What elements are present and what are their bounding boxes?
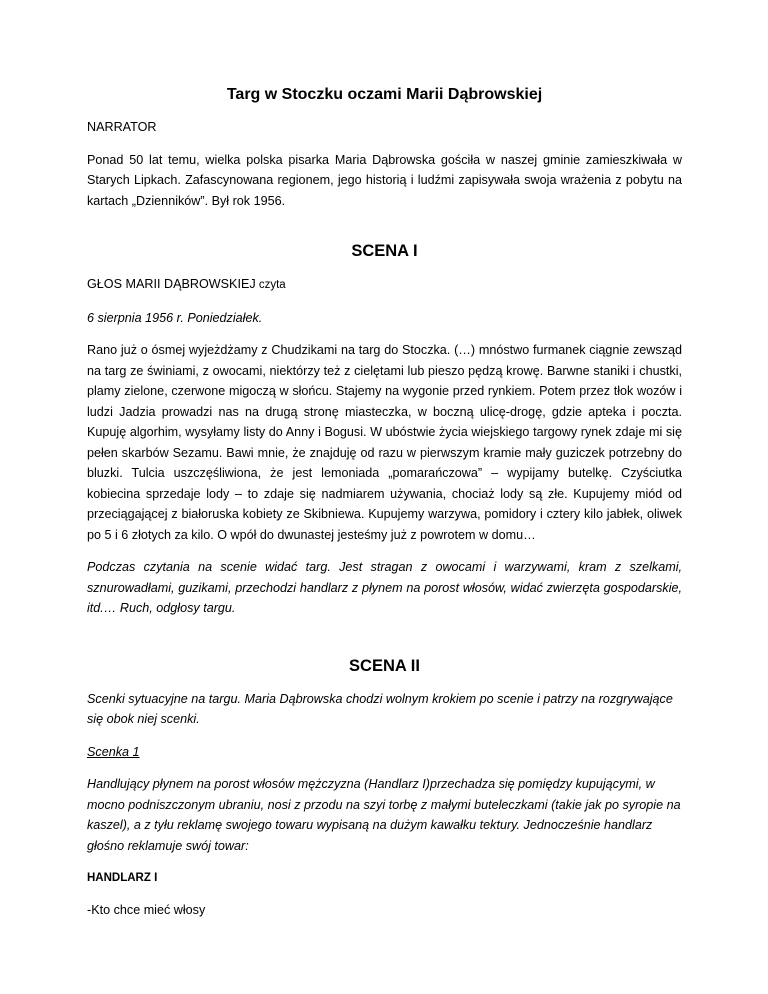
scenka-1-label: Scenka 1: [87, 744, 140, 759]
scenka-1-description: Handlujący płynem na porost włosów mężczyzna (Handlarz I)przechadza się pomiędzy kupującymi, w mocno podniszczonym ubraniu, nosi z przodu na szyi torbę z małymi buteleczkami (takie jak po syropie na kaszel), a z tyłu reklamę swojego towaru wypisaną na dużym kawałku tektury. Jednocześnie handlarz głośno reklamuje swój towar:: [87, 777, 681, 853]
scene-2-description: Scenki sytuacyjne na targu. Maria Dąbrowska chodzi wolnym krokiem po scenie i patrzy na rozgrywające się obok niej scenki.: [87, 691, 673, 726]
voice-label-suffix: czyta: [255, 279, 286, 291]
voice-label: [87, 274, 682, 296]
stage-direction: Podczas czytania na scenie widać targ. Jest stragan z owocami i warzywami, kram z szelkami, sznurowadłami, guzikami, przechodzi handlarz z płynem na porost włosów, widać zwierzęta gospodarskie, itd.… Ruch, odgłosy targu.: [87, 560, 682, 615]
diary-paragraph: Rano już o ósmej wyjeżdżamy z Chudzikami na targ do Stoczka. (…) mnóstwo furmanek ciągnie zewsząd na targ ze świniami, z owocami, niektórzy też z cielętami lub pieszo pędzą krowę. Barwne staniki i chustki, plamy zielone, czerwone migoczą w słońcu. Stajemy na wygonie przed rynkiem. Potem przez tłok wozów i ludzi Jadzia prowadzi nas na drugą stronę miasteczka, w boczną ulicę-drogę, gdzie apteka i poczta. Kupuję algorhim, wysyłamy listy do Anny i Bogusi. W ubóstwie życia wiejskiego targowy rynek zdaje mi się pełen skarbów Sezamu. Bawi mnie, że znajduję od razu w pierwszym kramie mały guziczek potrzebny do bluzki. Tulcia uszczęśliwiona, że jest lemoniada „pomarańczowa” – wypijamy butelkę. Czyściutka kobiecina sprzedaje lody – to zdaje się nadmiarem używania, chociaż lody są złe. Kupujemy miód od przeciągającej z białoruska kobiety ze Skibniewa. Kupujemy warzywa, pomidory i cztery kilo jabłek, oliwek po 5 i 6 złotych za kilo. O wpół do dwunastej jesteśmy już z powrotem w domu…: [87, 343, 682, 542]
scene-1-heading: SCENA I: [351, 242, 418, 260]
scene-2-heading: SCENA II: [349, 656, 420, 675]
intro-paragraph: Ponad 50 lat temu, wielka polska pisarka Maria Dąbrowska gościła w naszej gminie zamieszkiwała w Starych Lipkach. Zafascynowana regionem, jego historią i ludźmi zapisywała swoja wrażenia z pobytu na kartach „Dzienników”. Był rok 1956.: [87, 152, 682, 208]
diary-date: 6 sierpnia 1956 r. Poniedziałek.: [87, 310, 263, 325]
document-body: [87, 84, 682, 920]
voice-label-name: GŁOS MARII DĄBROWSKIEJ: [87, 277, 256, 291]
narrator-label: NARRATOR: [87, 120, 157, 134]
dialogue-line: -Kto chce mieć włosy: [87, 902, 206, 917]
document-title: Targ w Stoczku oczami Marii Dąbrowskiej: [226, 86, 543, 103]
speaker-label: HANDLARZ I: [87, 872, 158, 884]
